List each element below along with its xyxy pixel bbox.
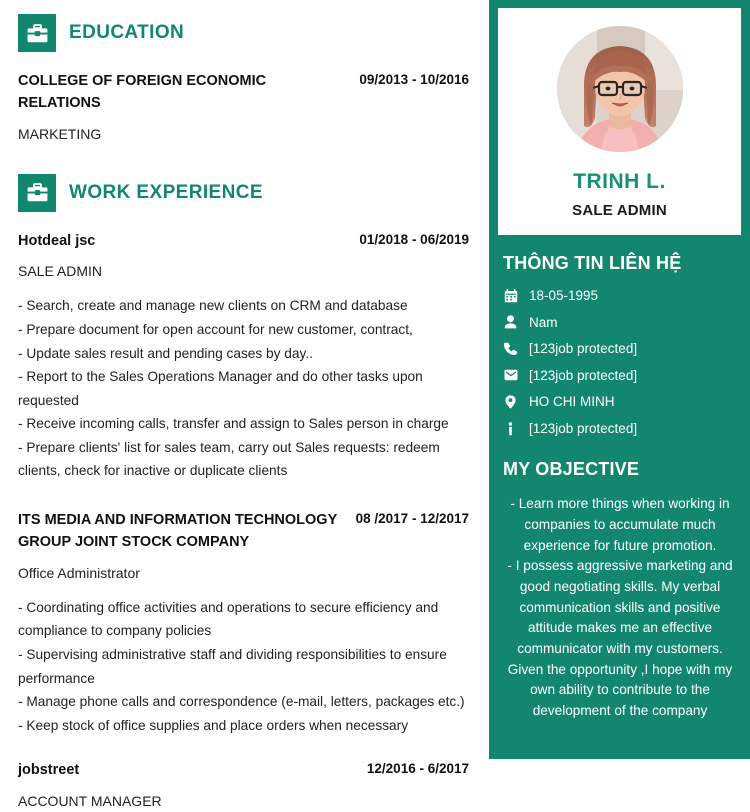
contact-item-phone[interactable] bbox=[503, 340, 741, 358]
work-company: jobstreet bbox=[18, 762, 80, 779]
profile-job-title: SALE ADMIN bbox=[572, 202, 667, 219]
contact-info-list bbox=[503, 287, 741, 437]
briefcase-icon bbox=[18, 14, 56, 52]
objective-section-title: MY OBJECTIVE bbox=[503, 459, 640, 480]
list-item: - Receive incoming calls, transfer and assign to Sales person in charge bbox=[18, 416, 449, 432]
info-icon bbox=[503, 421, 518, 437]
envelope-icon bbox=[503, 367, 518, 383]
work-experience-section-header bbox=[18, 174, 469, 212]
contact-value: 18-05-1995 bbox=[529, 288, 599, 303]
list-item: - Keep stock of office supplies and place orders when necessary bbox=[18, 717, 409, 733]
contact-value: Nam bbox=[529, 314, 558, 330]
work-responsibility-list bbox=[18, 294, 469, 483]
work-date-range: 08 /2017 - 12/2017 bbox=[355, 510, 469, 526]
work-job-title: Office Administrator bbox=[18, 564, 140, 581]
contact-item-email[interactable] bbox=[503, 367, 741, 385]
work-company: ITS MEDIA AND INFORMATION TECHNOLOGY GROUP JOINT STOCK COMPANY bbox=[18, 511, 337, 551]
objective-paragraph: - I possess aggressive marketing and good negotiating skills. My verbal communication skills and positive attitude makes me an effective communicator with my customers. Given the opportunity ,I hope with my own ability to contribute to the development of the company bbox=[507, 558, 733, 718]
list-item: - Prepare clients' list for sales team, carry out Sales requests: redeem clients, check for inactive or duplicate clients bbox=[18, 439, 440, 479]
list-item: - Report to the Sales Operations Manager and do other tasks upon requested bbox=[18, 369, 423, 408]
work-experience-section-title: WORK EXPERIENCE bbox=[69, 181, 263, 203]
contact-item-other[interactable] bbox=[503, 420, 741, 438]
list-item: - Manage phone calls and correspondence (e-mail, letters, packages etc.) bbox=[18, 694, 465, 710]
work-entry-header bbox=[18, 509, 469, 554]
calendar-icon bbox=[503, 288, 518, 304]
contact-info-title: THÔNG TIN LIÊN HỆ bbox=[503, 253, 682, 273]
contact-value: [123job protected] bbox=[529, 420, 638, 436]
work-entry bbox=[18, 509, 469, 737]
objective-text bbox=[503, 494, 741, 721]
education-section-header bbox=[18, 14, 469, 52]
objective-paragraph: - Learn more things when working in companies to accumulate much experience for future promotion. bbox=[510, 496, 730, 553]
contact-info-section bbox=[498, 253, 741, 437]
work-entry bbox=[18, 230, 469, 483]
list-item: - Coordinating office activities and operations to secure efficiency and compliance to company policies bbox=[18, 599, 439, 639]
education-section-title: EDUCATION bbox=[69, 22, 185, 43]
sidebar-column bbox=[489, 0, 750, 759]
avatar bbox=[557, 26, 683, 152]
contact-value: [123job protected] bbox=[529, 341, 638, 357]
profile-card bbox=[498, 8, 741, 235]
person-icon bbox=[503, 314, 518, 330]
list-item: - Prepare document for open account for new customer, contract, bbox=[18, 321, 413, 337]
education-entry bbox=[18, 70, 469, 145]
list-item: - Update sales result and pending cases by day.. bbox=[18, 345, 313, 361]
education-entry-header bbox=[18, 70, 469, 115]
briefcase-icon bbox=[18, 174, 56, 212]
page-title: TRINH L. bbox=[573, 170, 666, 193]
contact-value: HO CHI MINH bbox=[529, 394, 615, 410]
phone-icon bbox=[503, 341, 518, 357]
work-job-title: SALE ADMIN bbox=[18, 263, 103, 280]
education-institution: COLLEGE OF FOREIGN ECONOMIC RELATIONS bbox=[18, 73, 267, 112]
education-major: MARKETING bbox=[18, 125, 102, 142]
work-entry bbox=[18, 759, 469, 811]
contact-item-location bbox=[503, 393, 741, 411]
contact-item-birthdate bbox=[503, 287, 741, 305]
contact-item-gender bbox=[503, 314, 741, 332]
education-date-range: 09/2013 - 10/2016 bbox=[359, 72, 469, 87]
contact-value: [123job protected] bbox=[529, 367, 638, 383]
profile-photo bbox=[557, 26, 683, 152]
education-section bbox=[18, 14, 469, 145]
location-pin-icon bbox=[503, 394, 518, 410]
work-entry-header bbox=[18, 230, 469, 252]
work-entry-header bbox=[18, 759, 469, 781]
work-company: Hotdeal jsc bbox=[18, 232, 96, 249]
work-date-range: 12/2016 - 6/2017 bbox=[366, 761, 469, 777]
work-job-title: ACCOUNT MANAGER bbox=[18, 792, 162, 809]
work-responsibility-list bbox=[18, 596, 469, 737]
list-item: - Supervising administrative staff and dividing responsibilities to ensure performance bbox=[18, 646, 447, 686]
list-item: - Search, create and manage new clients on CRM and database bbox=[18, 298, 408, 314]
work-date-range: 01/2018 - 06/2019 bbox=[359, 231, 469, 247]
work-experience-section bbox=[18, 174, 469, 812]
objective-section bbox=[498, 459, 741, 721]
